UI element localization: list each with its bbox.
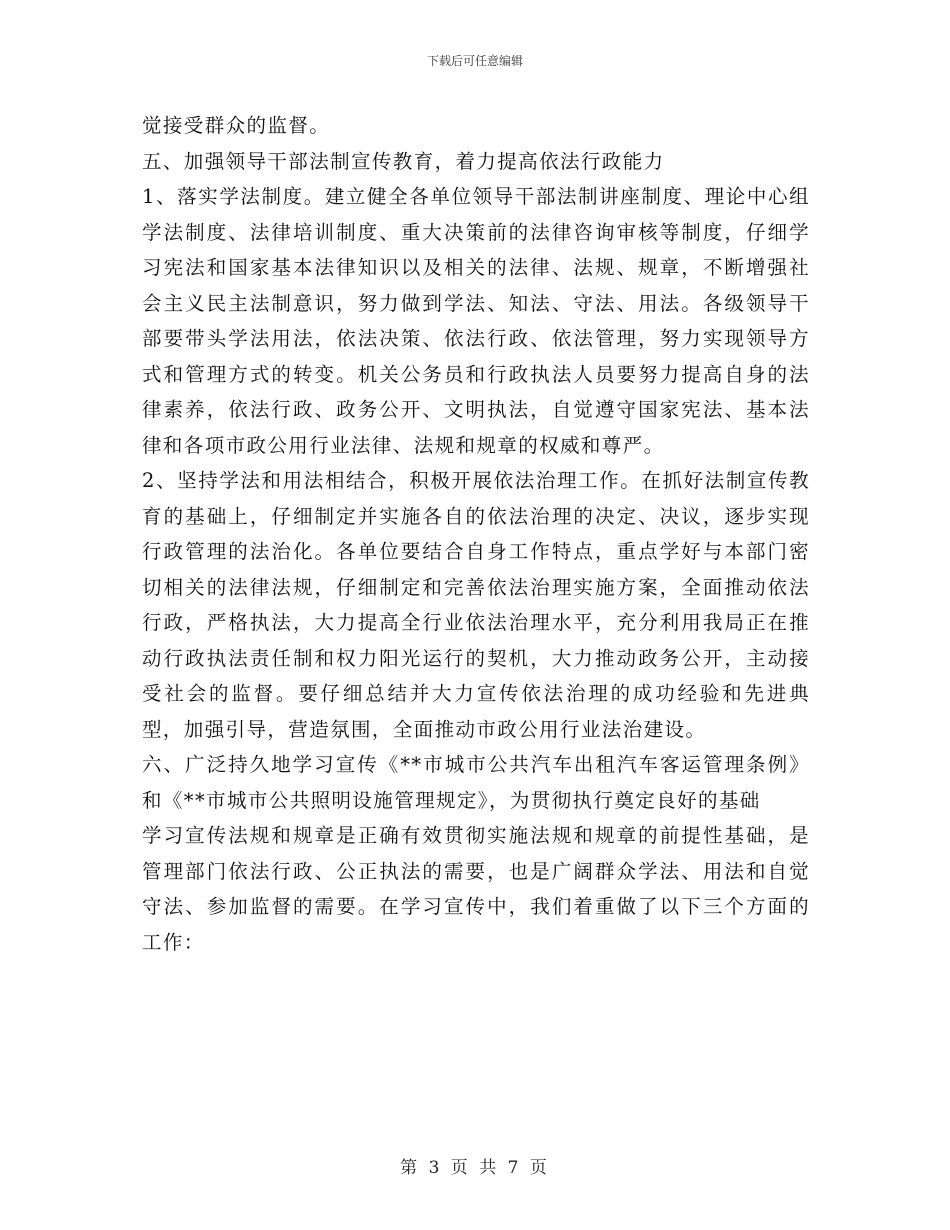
page-header: 下载后可任意编辑 <box>426 54 523 68</box>
section-heading-5: 五、加强领导干部法制宣传教育，着力提高依法行政能力 <box>142 149 665 173</box>
section-heading-6: 六、广泛持久地学习宣传《**市城市公共汽车出租汽车客运管理条例》和《**市城市公共照明设施管理规定》，为贯彻执行奠定良好的基础 <box>142 753 810 812</box>
paragraph-study-and-use: 2、坚持学法和用法相结合，积极开展依法治理工作。在抓好法制宣传教育的基础上，仔细制定并实施各自的依法治理的决定、决议，逐步实现行政管理的法治化。各单位要结合自身工作特点，重点学好与本部门密切相关的法律法规，仔细制定和完善依法治理实施方案，全面推动依法行政，严格执法，大力提高全行业依法治理水平，充分利用我局正在推动行政执法责任制和权力阳光运行的契机，大力推动政务公开，主动接受社会的监督。要仔细总结并大力宣传依法治理的成功经验和先进典型，加强引导，营造氛围，全面推动市政公用行业法治建设。 <box>142 469 810 741</box>
page-number: 第 3 页 共 7 页 <box>400 1158 550 1178</box>
paragraph-study-system: 1、落实学法制度。建立健全各单位领导干部法制讲座制度、理论中心组学法制度、法律培训制度、重大决策前的法律咨询审核等制度，仔细学习宪法和国家基本法律知识以及相关的法律、法规、规章，不断增强社会主义民主法制意识，努力做到学法、知法、守法、用法。各级领导干部要带头学法用法，依法决策、依法行政、依法管理，努力实现领导方式和管理方式的转变。机关公务员和行政执法人员要努力提高自身的法律素养，依法行政、政务公开、文明执法，自觉遵守国家宪法、基本法律和各项市政公用行业法律、法规和规章的权威和尊严。 <box>142 185 810 457</box>
document-body <box>142 108 810 960</box>
paragraph-publicity: 学习宣传法规和规章是正确有效贯彻实施法规和规章的前提性基础，是管理部门依法行政、公正执法的需要，也是广阔群众学法、用法和自觉守法、参加监督的需要。在学习宣传中，我们着重做了以下三个方面的工作： <box>142 824 810 954</box>
paragraph-continuation: 觉接受群众的监督。 <box>142 114 331 137</box>
